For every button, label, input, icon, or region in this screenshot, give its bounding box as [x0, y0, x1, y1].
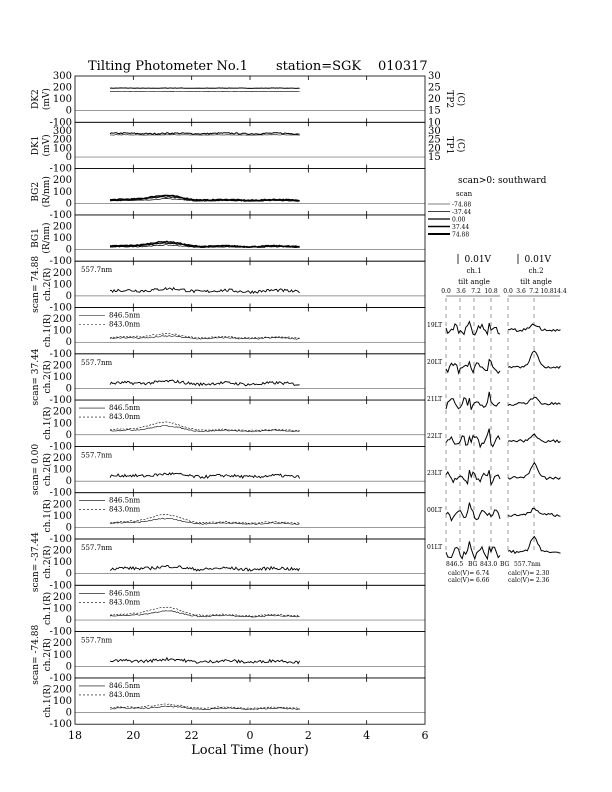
- legend-label: 843.0nm: [109, 690, 141, 699]
- y-axis-label: scan= -74.88: [31, 624, 41, 685]
- y-tick-label: 200: [52, 221, 72, 233]
- y-tick-label: 200: [52, 406, 72, 418]
- scan-legend: [428, 176, 547, 239]
- y-tick-label: 100: [52, 325, 72, 337]
- x-tick-label: 20: [126, 729, 141, 743]
- y-axis-sublabel: ch.1(R): [43, 684, 53, 718]
- legend-label: 846.5nm: [109, 404, 141, 413]
- ch2-tilt-tick: 0.0: [503, 288, 513, 295]
- panel-s2c1: [42, 395, 425, 446]
- ch1-scale: 0.01V: [460, 255, 492, 265]
- y-tick-label: 200: [52, 175, 72, 187]
- legend-label: 846.5nm: [109, 311, 141, 320]
- hour-label: 00LT: [427, 507, 443, 514]
- wavelength-note: 557.7nm: [81, 451, 113, 460]
- series-line: [110, 518, 300, 524]
- ch2-title: ch.2: [528, 267, 544, 275]
- right-tick-label: 20: [428, 94, 441, 106]
- calc-value: 6.74: [476, 570, 490, 577]
- hour-label: 19LT: [427, 322, 443, 329]
- y-axis-unit: (R/nm): [42, 222, 52, 254]
- legend-label: 843.0nm: [109, 413, 141, 422]
- y-tick-label: -100: [49, 117, 72, 129]
- y-axis-label: DK1: [31, 135, 41, 156]
- y-tick-label: 0: [65, 707, 72, 719]
- panel-s1c1: [42, 303, 425, 354]
- y-tick-label: 100: [52, 418, 72, 430]
- ch1-title: ch.1: [466, 267, 482, 275]
- x-axis: [50, 719, 429, 758]
- y-axis-sublabel: ch.2(R): [43, 545, 53, 579]
- y-axis-unit: (mV): [42, 134, 52, 157]
- y-tick-label: 200: [52, 267, 72, 279]
- right-tick-label: 30: [428, 125, 441, 137]
- y-tick-label: 300: [52, 125, 72, 137]
- right-tick-label: 15: [428, 152, 441, 164]
- ch1-tilt-tick: 7.2: [471, 288, 481, 295]
- y-tick-label: -100: [49, 487, 72, 499]
- y-axis-sublabel: ch.2(R): [43, 638, 53, 672]
- ch1-profile: [446, 392, 500, 410]
- hour-label: 23LT: [427, 470, 443, 477]
- y-tick-label: 0: [65, 522, 72, 534]
- panel-frame: [75, 446, 425, 492]
- bottom-label: 557.7nm: [514, 561, 541, 568]
- y-axis-sublabel: ch.2(R): [43, 360, 53, 394]
- ch1-profile: [446, 470, 500, 485]
- ch1-profile: [446, 360, 500, 374]
- panel-s4c2: [31, 532, 425, 592]
- y-axis-label: BG1: [31, 228, 41, 248]
- ch1-profile: [446, 322, 500, 335]
- panel-s5c2: [31, 624, 425, 684]
- panel-s3c1: [42, 488, 425, 539]
- y-tick-label: 100: [52, 557, 72, 569]
- series-line: [110, 380, 300, 386]
- ch1-profile: [446, 541, 500, 559]
- panel-frame: [75, 169, 425, 215]
- x-tick-label: 2: [304, 729, 312, 743]
- ch2-tilt-label: tilt angle: [520, 278, 552, 286]
- series-line: [110, 658, 300, 664]
- y-axis-sublabel: ch.1(R): [43, 406, 53, 440]
- ch2-tilt-tick: 14.4: [553, 288, 567, 295]
- y-tick-label: -100: [49, 626, 72, 638]
- right-tick-label: 20: [428, 143, 441, 155]
- series-line: [110, 706, 300, 710]
- y-tick-label: 100: [52, 143, 72, 155]
- x-tick-label: 6: [421, 729, 429, 743]
- hour-label: 22LT: [427, 433, 443, 440]
- right-axis-label: TP1: [444, 136, 454, 155]
- y-axis-sublabel: ch.1(R): [43, 499, 53, 533]
- panel-s1c2: [31, 256, 425, 313]
- panel-frame: [75, 261, 425, 307]
- legend-item: 37.44: [452, 224, 470, 231]
- bottom-label: BG: [500, 561, 510, 568]
- y-tick-label: 100: [52, 696, 72, 708]
- right-tick-label: 10: [428, 117, 441, 129]
- ch2-tilt-tick: 7.2: [529, 288, 539, 295]
- right-tick-label: 30: [428, 71, 441, 82]
- y-tick-label: 0: [65, 476, 72, 488]
- wavelength-note: 557.7nm: [81, 266, 113, 275]
- y-tick-label: 0: [65, 429, 72, 441]
- wavelength-note: 557.7nm: [81, 636, 113, 645]
- y-axis-label: scan= 37.44: [31, 348, 41, 406]
- series-line: [110, 288, 300, 294]
- ch2-profile: [508, 508, 561, 516]
- x-tick-label: 0: [246, 729, 254, 743]
- y-tick-label: -100: [49, 348, 72, 360]
- series-line: [110, 135, 300, 136]
- y-tick-label: -100: [49, 672, 72, 684]
- x-tick-label: 22: [184, 729, 199, 743]
- panel-frame: [75, 632, 425, 678]
- ch2-tilt-tick: 3.6: [516, 288, 526, 295]
- y-axis-sublabel: ch.1(R): [43, 591, 53, 626]
- y-tick-label: 200: [52, 638, 72, 650]
- y-tick-label: 0: [65, 105, 72, 117]
- panel-dk2: [31, 71, 466, 122]
- bottom-label: 846.5: [446, 561, 464, 568]
- legend-label: 843.0nm: [109, 505, 141, 514]
- y-axis-label: scan= 0.00: [31, 443, 41, 496]
- panel-frame: [75, 215, 425, 261]
- legend-heading: scan>0: southward: [458, 176, 547, 186]
- calc-label: calc(V)=: [448, 570, 475, 577]
- y-tick-label: 100: [52, 464, 72, 476]
- right-tick-label: 15: [428, 105, 441, 117]
- legend-label: 846.5nm: [109, 496, 141, 505]
- legend-label: 846.5nm: [109, 681, 141, 690]
- calc-value: 2.30: [536, 570, 550, 577]
- y-axis-unit: (R/nm): [42, 176, 52, 208]
- panel-s5c1: [42, 673, 425, 724]
- y-tick-label: 200: [52, 684, 72, 696]
- y-tick-label: 0: [65, 290, 72, 302]
- ch1-tilt-tick: 0.0: [441, 288, 451, 295]
- bottom-label: BG: [468, 561, 478, 568]
- hour-label: 21LT: [427, 396, 443, 403]
- calc-label: calc(V)=: [508, 577, 535, 584]
- ch1-profile: [446, 429, 500, 447]
- calc-label: calc(V)=: [448, 577, 475, 584]
- panel-frame: [75, 122, 425, 168]
- y-tick-label: -100: [49, 534, 72, 545]
- legend-label: 843.0nm: [109, 598, 141, 607]
- y-tick-label: 200: [52, 452, 72, 464]
- station-label: station=SGK: [276, 59, 362, 74]
- legend-item: -37.44: [452, 209, 472, 216]
- bottom-label: 843.0: [480, 561, 498, 568]
- y-tick-label: 0: [65, 152, 72, 164]
- x-tick-label: 18: [68, 729, 82, 743]
- panel-frame: [75, 539, 425, 585]
- series-line: [110, 565, 300, 571]
- y-tick-label: -100: [49, 441, 72, 453]
- legend-title: scan: [456, 190, 473, 198]
- series-line: [110, 88, 300, 89]
- y-tick-label: 100: [52, 233, 72, 245]
- tilt-profile-panel: [427, 254, 567, 584]
- ch2-profile: [508, 397, 561, 405]
- panel-frame: [75, 354, 425, 400]
- calc-value: 6.66: [476, 577, 490, 584]
- y-tick-label: 300: [52, 71, 72, 82]
- series-line: [110, 426, 300, 432]
- right-axis-label: TP2: [444, 90, 454, 109]
- y-tick-label: 100: [52, 510, 72, 522]
- y-tick-label: 100: [52, 94, 72, 106]
- x-axis-title: Local Time (hour): [191, 743, 309, 759]
- ch2-profile: [508, 434, 561, 443]
- y-tick-label: 100: [52, 649, 72, 661]
- y-tick-label: 100: [52, 186, 72, 198]
- hour-label: 20LT: [427, 359, 443, 366]
- legend-item: -74.88: [452, 201, 472, 209]
- y-tick-label: 200: [52, 134, 72, 146]
- panel-s2c2: [31, 348, 425, 405]
- ch2-scale: 0.01V: [520, 255, 552, 265]
- y-axis-label: DK2: [31, 89, 41, 109]
- panel-s4c1: [42, 580, 425, 631]
- wavelength-note: 557.7nm: [81, 544, 113, 552]
- y-tick-label: -100: [49, 719, 72, 731]
- y-tick-label: 200: [52, 499, 72, 511]
- wavelength-note: 557.7nm: [81, 358, 113, 367]
- hour-label: 01LT: [427, 544, 443, 551]
- y-tick-label: 0: [65, 568, 72, 580]
- y-tick-label: -100: [49, 580, 72, 592]
- y-tick-label: 200: [52, 360, 72, 372]
- series-line: [110, 473, 300, 479]
- ch2-profile: [508, 463, 561, 480]
- calc-label: calc(V)=: [508, 570, 535, 577]
- x-tick-label: 4: [363, 729, 371, 743]
- ch2-profile: [508, 324, 561, 331]
- panel-dk1: [31, 117, 466, 168]
- y-tick-label: -100: [49, 163, 72, 175]
- y-tick-label: 0: [65, 661, 72, 673]
- y-tick-label: 200: [52, 314, 72, 326]
- panel-bg2: [31, 164, 425, 215]
- y-tick-label: 100: [52, 371, 72, 383]
- right-tick-label: 25: [428, 134, 441, 146]
- ch1-tilt-tick: 3.6: [456, 288, 466, 295]
- legend-label: 846.5nm: [109, 589, 141, 598]
- y-axis-label: scan= -37.44: [31, 532, 41, 593]
- right-tick-label: 25: [428, 82, 441, 94]
- y-axis-label: BG2: [31, 181, 41, 202]
- series-line: [110, 334, 300, 339]
- series-line: [110, 422, 300, 431]
- panel-s3c2: [31, 441, 425, 495]
- date-label: 010317: [378, 59, 428, 74]
- y-tick-label: 100: [52, 603, 72, 615]
- y-tick-label: 200: [52, 591, 72, 603]
- y-axis-sublabel: ch.1(R): [43, 314, 53, 348]
- y-tick-label: 100: [52, 279, 72, 291]
- y-tick-label: 200: [52, 82, 72, 94]
- y-axis-sublabel: ch.2(R): [43, 452, 53, 487]
- y-tick-label: 200: [52, 545, 72, 557]
- y-tick-label: -100: [49, 302, 72, 314]
- ch2-profile: [508, 351, 561, 368]
- y-tick-label: 0: [65, 615, 72, 627]
- ch2-tilt-tick: 10.8: [540, 288, 554, 295]
- y-tick-label: 0: [65, 337, 72, 349]
- calc-value: 2.36: [536, 577, 550, 584]
- ch1-profile: [446, 503, 500, 521]
- right-axis-unit: (C): [455, 138, 465, 153]
- figure-header: [88, 59, 428, 74]
- y-axis-unit: (mV): [42, 88, 52, 111]
- panel-bg1: [31, 210, 425, 261]
- y-tick-label: 0: [65, 383, 72, 395]
- series-line: [110, 133, 300, 135]
- legend-item: 0.00: [452, 216, 466, 224]
- figure-title: Tilting Photometer No.1: [88, 59, 248, 74]
- y-tick-label: 0: [65, 244, 72, 256]
- ch2-profile: [508, 537, 561, 554]
- ch1-tilt-label: tilt angle: [458, 278, 490, 286]
- right-axis-unit: (C): [455, 92, 465, 107]
- legend-item: 74.88: [452, 231, 470, 239]
- panel-frame: [75, 76, 425, 122]
- legend-label: 843.0nm: [109, 320, 141, 329]
- y-tick-label: 0: [65, 198, 72, 210]
- y-tick-label: -100: [49, 256, 72, 268]
- y-axis-sublabel: ch.2(R): [43, 267, 53, 301]
- y-axis-label: scan= 74.88: [31, 255, 41, 313]
- time-series-panels: [31, 71, 466, 724]
- y-tick-label: -100: [49, 209, 72, 221]
- ch1-tilt-tick: 10.8: [484, 288, 498, 295]
- y-tick-label: -100: [49, 395, 72, 407]
